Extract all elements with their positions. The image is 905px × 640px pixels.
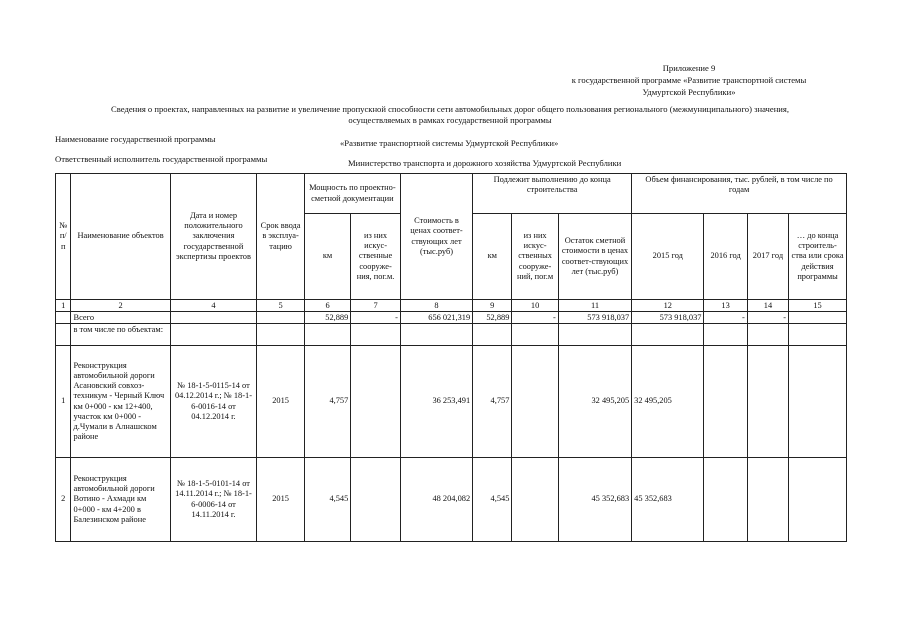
object-name: Реконструкция автомобильной дороги Асановский совхоз-техникум - Черный Ключ км 0+000 - км 12+400, участок км 0+000 - д.Чумали в Алнашском районе	[71, 346, 170, 458]
finance-2016	[704, 458, 747, 542]
total-remainder: 573 918,037	[558, 312, 631, 324]
header-2017: 2017 год	[747, 214, 788, 300]
appendix-line-2: к государственной программе «Развитие транспортной системы	[571, 75, 807, 85]
col-number: 15	[789, 300, 847, 312]
header-remainder: Остаток сметной стоимости в ценах соответ-ствующих лет (тыс.руб)	[558, 214, 631, 300]
col-number: 2	[71, 300, 170, 312]
capacity-structures	[351, 458, 401, 542]
finance-2015: 45 352,683	[632, 458, 704, 542]
total-2016: -	[704, 312, 747, 324]
col-number: 12	[632, 300, 704, 312]
remaining-structures	[512, 346, 558, 458]
total-expertise-cell	[170, 312, 257, 324]
heading-line-1: Сведения о проектах, направленных на развитие и увеличение пропускной способности сети автомобильных дорог общего пользования регионального (межмуниципального) значения,	[111, 104, 789, 114]
header-num: № п/п	[56, 174, 71, 300]
executor-value: Министерство транспорта и дорожного хозяйства Удмуртской Республики	[348, 158, 622, 168]
appendix-line-1: Приложение 9	[662, 63, 716, 73]
finance-2017	[747, 458, 788, 542]
capacity-km: 4,545	[304, 458, 350, 542]
incl-cell	[704, 324, 747, 346]
total-km-remaining: 52,889	[473, 312, 512, 324]
header-expertise: Дата и номер положительного заключения государственной экспертизы проектов	[170, 174, 257, 300]
col-number: 10	[512, 300, 558, 312]
expertise-info: № 18-1-5-0101-14 от 14.11.2014 г.; № 18-1-6-0006-14 от 14.11.2014 г.	[170, 458, 257, 542]
cost-value: 36 253,491	[400, 346, 472, 458]
commissioning-term: 2015	[257, 458, 304, 542]
capacity-km: 4,757	[304, 346, 350, 458]
incl-num-cell	[56, 324, 71, 346]
col-number: 8	[400, 300, 472, 312]
total-structures-remaining: -	[512, 312, 558, 324]
col-number: 7	[351, 300, 401, 312]
finance-until-end	[789, 346, 847, 458]
header-until-end: … до конца строитель-ства или срока действия программы	[789, 214, 847, 300]
incl-cell	[558, 324, 631, 346]
header-capacity-group: Мощность по проектно-сметной документации	[304, 174, 400, 214]
header-km: км	[304, 214, 350, 300]
total-until-end-cell	[789, 312, 847, 324]
col-number: 14	[747, 300, 788, 312]
row-num: 1	[56, 346, 71, 458]
incl-cell	[351, 324, 401, 346]
finance-2015: 32 495,205	[632, 346, 704, 458]
incl-cell	[170, 324, 257, 346]
document-heading	[50, 104, 850, 126]
col-number: 11	[558, 300, 631, 312]
executor-label: Ответственный исполнитель государственной программы	[55, 154, 268, 164]
capacity-structures	[351, 346, 401, 458]
header-structures: из них искус-ственные сооруже-ния, пог.м.	[351, 214, 401, 300]
incl-cell	[632, 324, 704, 346]
total-term-cell	[257, 312, 304, 324]
program-value: «Развитие транспортной системы Удмуртской Республики»	[340, 138, 559, 148]
col-number: 13	[704, 300, 747, 312]
finance-until-end	[789, 458, 847, 542]
table-row	[56, 346, 847, 458]
including-label: в том числе по объектам:	[71, 324, 170, 346]
col-number: 5	[257, 300, 304, 312]
incl-cell	[747, 324, 788, 346]
row-num: 2	[56, 458, 71, 542]
incl-cell	[473, 324, 512, 346]
remaining-km: 4,757	[473, 346, 512, 458]
total-row	[56, 312, 847, 324]
incl-cell	[789, 324, 847, 346]
finance-2016	[704, 346, 747, 458]
expertise-info: № 18-1-5-0115-14 от 04.12.2014 г.; № 18-1-6-0016-14 от 04.12.2014 г.	[170, 346, 257, 458]
header-name: Наименование объектов	[71, 174, 170, 300]
total-2015: 573 918,037	[632, 312, 704, 324]
total-structures: -	[351, 312, 401, 324]
cost-value: 48 204,082	[400, 458, 472, 542]
column-numbers-row	[56, 300, 847, 312]
remaining-km: 4,545	[473, 458, 512, 542]
header-finance-group: Объем финансирования, тыс. рублей, в том числе по годам	[632, 174, 847, 214]
object-name: Реконструкция автомобильной дороги Вотино - Ахмади км 0+000 - км 4+200 в Балезинском районе	[71, 458, 170, 542]
remainder-value: 32 495,205	[558, 346, 631, 458]
appendix-line-3: Удмуртской Республики»	[642, 87, 736, 97]
header-2016: 2016 год	[704, 214, 747, 300]
header-term: Срок ввода в эксплуа-тацию	[257, 174, 304, 300]
incl-cell	[257, 324, 304, 346]
header-cost: Стоимость в ценах соответ-ствующих лет (тыс.руб)	[400, 174, 472, 300]
incl-cell	[512, 324, 558, 346]
program-label: Наименование государственной программы	[55, 134, 216, 144]
total-num-cell	[56, 312, 71, 324]
total-label: Всего	[71, 312, 170, 324]
col-number: 4	[170, 300, 257, 312]
header-structures-remaining: из них искус-ственных сооруже-ний, пог.м	[512, 214, 558, 300]
col-number: 6	[304, 300, 350, 312]
commissioning-term: 2015	[257, 346, 304, 458]
header-2015: 2015 год	[632, 214, 704, 300]
table-row	[56, 458, 847, 542]
header-km-remaining: км	[473, 214, 512, 300]
incl-cell	[400, 324, 472, 346]
total-km: 52,889	[304, 312, 350, 324]
total-cost: 656 021,319	[400, 312, 472, 324]
col-number: 9	[473, 300, 512, 312]
incl-cell	[304, 324, 350, 346]
including-row	[56, 324, 847, 346]
remainder-value: 45 352,683	[558, 458, 631, 542]
header-execution-group: Подлежит выполнению до конца строительства	[473, 174, 632, 214]
col-number: 1	[56, 300, 71, 312]
heading-line-2: осуществляемых в рамках государственной программы	[348, 115, 552, 125]
remaining-structures	[512, 458, 558, 542]
finance-2017	[747, 346, 788, 458]
appendix-note	[539, 62, 839, 98]
projects-table	[55, 173, 847, 542]
total-2017: -	[747, 312, 788, 324]
